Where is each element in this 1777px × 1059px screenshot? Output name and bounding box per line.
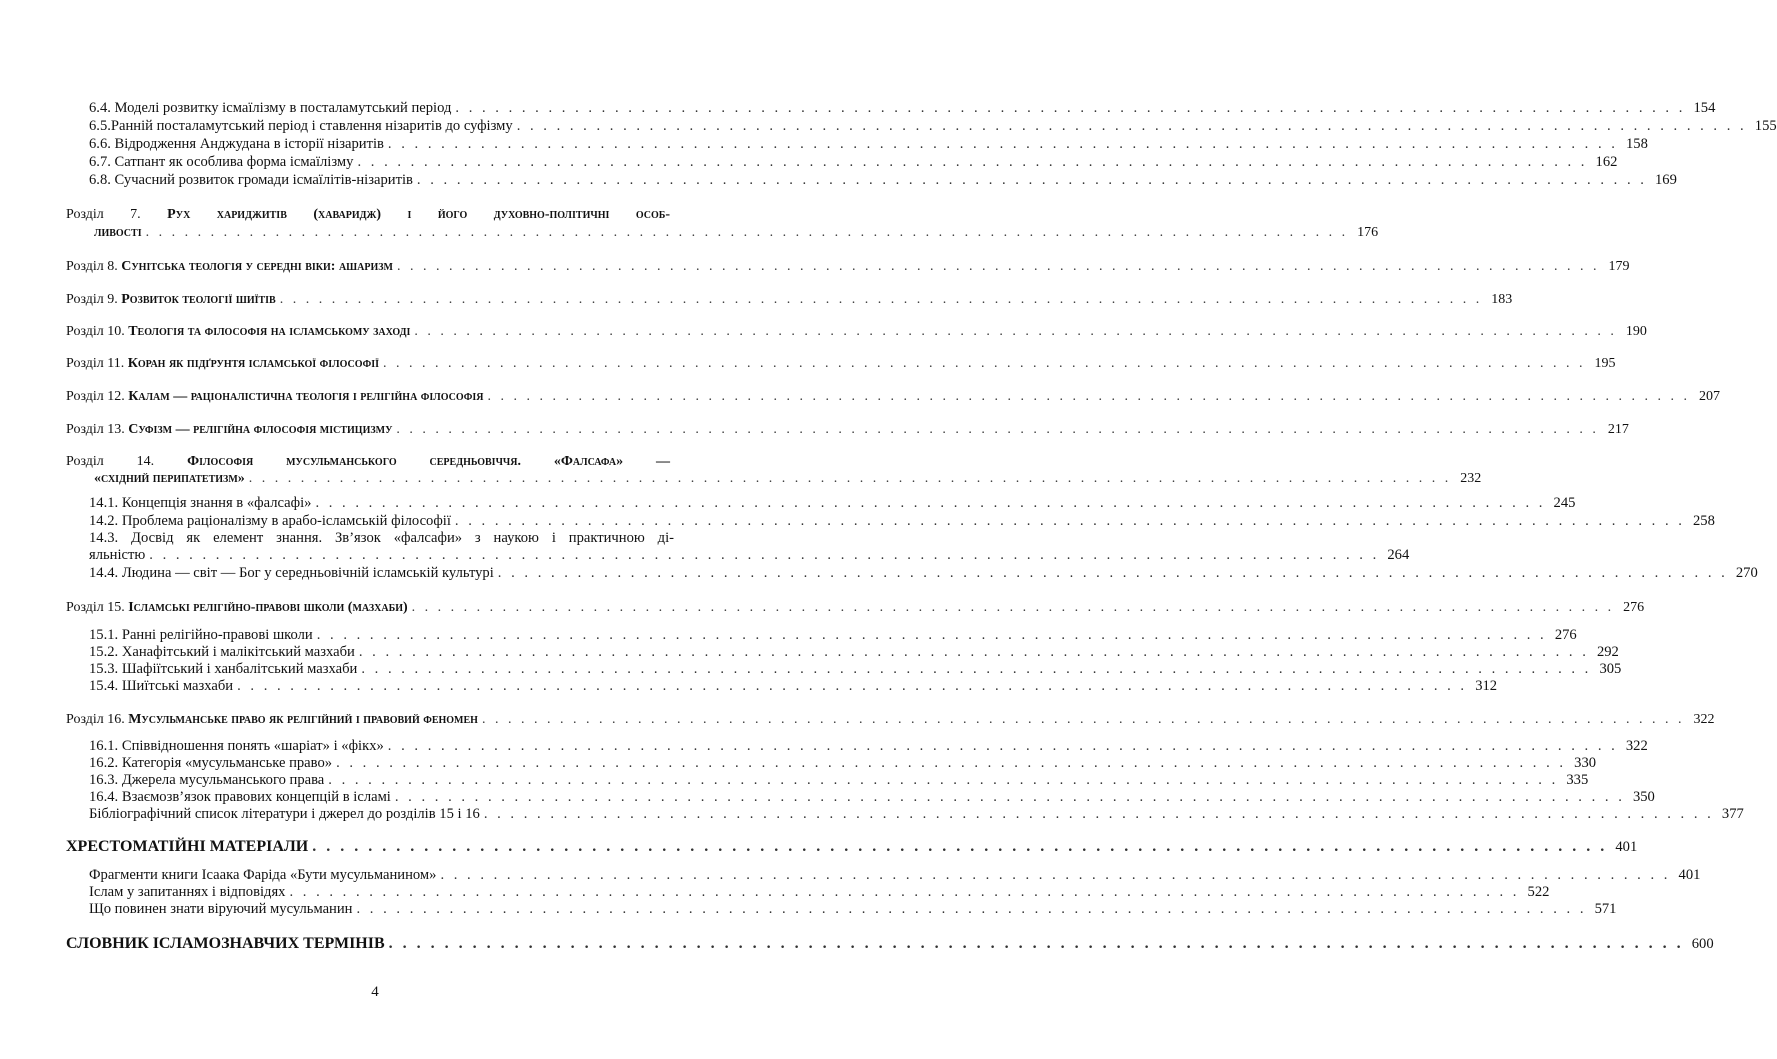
- dot-leader: . . . . . . . . . . . . . . . . . . . . . . . . . . . . . . . . . . . . . . . . . . . . . . . . . . . . . . . . . . . . . . . . . . . . . . . . . . . . . . . . . . . . . . . . . . . . .: [414, 324, 1617, 339]
- dot-leader: . . . . . . . . . . . . . . . . . . . . . . . . . . . . . . . . . . . . . . . . . . . . . . . . . . . . . . . . . . . . . . . . . . . . . . . . . . . . . . . . . . . . . . . . . . . . .: [336, 755, 1567, 771]
- dot-leader: . . . . . . . . . . . . . . . . . . . . . . . . . . . . . . . . . . . . . . . . . . . . . . . . . . . . . . . . . . . . . . . . . . . . . . . . . . . . . . . . . . . . . . . . . . . . .: [396, 259, 1600, 274]
- dot-leader: . . . . . . . . . . . . . . . . . . . . . . . . . . . . . . . . . . . . . . . . . . . . . . . . . . . . . . . . . . . . . . . . . . . . . . . . . . . . . . . . . . . . . . . . . . . . .: [316, 627, 1547, 643]
- toc-chapter-14-line1[interactable]: [66, 453, 670, 470]
- toc-page-number: 258: [1693, 513, 1715, 529]
- dot-leader: . . . . . . . . . . . . . . . . . . . . . . . . . . . . . . . . . . . . . . . . . . . . . . . . . . . . . . . . . . . . . . . . . . . . . . . . . . . . . . . . . . . . . . . . . . . . .: [481, 712, 1685, 727]
- toc-title: 16.4. Взаємозв’язок правових концепцій в ісламі: [89, 789, 391, 805]
- toc-title-continued: яльністю: [89, 547, 146, 563]
- dot-leader: . . . . . . . . . . . . . . . . . . . . . . . . . . . . . . . . . . . . . . . . . . . . . . . . . . . . . . . . . . . . . . . . . . . . . . . . . . . . . . . . . . . . . . . . . . . . .: [516, 118, 1747, 134]
- toc-entry-14-3-line1[interactable]: 14.3. Досвід як елемент знання. Зв’язок «фалсафи» з наукою і практичною ді-: [89, 530, 674, 546]
- toc-entry-reader-3[interactable]: [0, 901, 1617, 918]
- toc-page-number: 154: [1693, 100, 1716, 116]
- toc-title: Бібліографічний список літератури і джерел до розділів 15 і 16: [89, 806, 480, 822]
- toc-page-number: 335: [1566, 772, 1589, 788]
- toc-entry-16-1[interactable]: [0, 738, 1648, 755]
- dot-leader: . . . . . . . . . . . . . . . . . . . . . . . . . . . . . . . . . . . . . . . . . . . . . . . . . . . . . . . . . . . . . . . . . . . . . . . . . . . . . . . . . . . . . . . . . . . . .: [382, 356, 1586, 371]
- toc-page-number: 322: [1625, 738, 1648, 754]
- chapter-name: Суфізм — релігійна філософія містицизму: [128, 422, 393, 437]
- chapter-prefix: Розділ 9.: [66, 292, 118, 307]
- toc-title: Іслам у запитаннях і відповідях: [89, 884, 286, 900]
- dot-leader: . . . . . . . . . . . . . . . . . . . . . . . . . . . . . . . . . . . . . . . . . . . . . . . . . . . . . . . . . . . . . . . . . . . . . . . . . . . . . . . . . . . . . . . . . . . . .: [483, 806, 1714, 822]
- chapter-name-continued: «східний перипатетизм»: [94, 471, 245, 486]
- dot-leader: . . . . . . . . . . . . . . . . . . . . . . . . . . . . . . . . . . . . . . . . . . . . . . . . . . . . . . . . . . . . . . . . . . . . . . . . . . . . . . . . . . . . . . . . . . . . .: [145, 225, 1349, 240]
- chapter-name: Калам — раціоналістична теологія і релігійна філософія: [128, 389, 484, 404]
- toc-page-number: 522: [1527, 884, 1550, 900]
- toc-entry-6-8[interactable]: [0, 172, 1677, 189]
- toc-title: 15.4. Шиїтські мазхаби: [89, 678, 234, 694]
- dot-leader: . . . . . . . . . . . . . . . . . . . . . . . . . . . . . . . . . . . . . . . . . . . . . . . . . . . . . . . . . . . . . . . . . . . . . . . . . . . . . . . . . . . . . . . . . . . . .: [388, 935, 1684, 952]
- toc-page-number: 312: [1475, 678, 1498, 694]
- dot-leader: . . . . . . . . . . . . . . . . . . . . . . . . . . . . . . . . . . . . . . . . . . . . . . . . . . . . . . . . . . . . . . . . . . . . . . . . . . . . . . . . . . . . . . . . . . . . .: [312, 838, 1608, 855]
- toc-title: Що повинен знати віруючий мусульманин: [89, 901, 353, 917]
- dot-leader: . . . . . . . . . . . . . . . . . . . . . . . . . . . . . . . . . . . . . . . . . . . . . . . . . . . . . . . . . . . . . . . . . . . . . . . . . . . . . . . . . . . . . . . . . . . . .: [411, 600, 1615, 615]
- toc-chapter-8[interactable]: [0, 258, 1630, 275]
- dot-leader: . . . . . . . . . . . . . . . . . . . . . . . . . . . . . . . . . . . . . . . . . . . . . . . . . . . . . . . . . . . . . . . . . . . . . . . . . . . . . . . . . . . . . . . . . . . . .: [440, 867, 1671, 883]
- toc-chapter-7-line1[interactable]: [66, 206, 670, 223]
- toc-entry-16-3[interactable]: [0, 772, 1589, 789]
- toc-entry-14-2[interactable]: [0, 513, 1715, 530]
- toc-chapter-11[interactable]: [0, 355, 1616, 372]
- toc-page-number: 207: [1698, 389, 1720, 404]
- toc-page-number: 571: [1594, 901, 1617, 917]
- dot-leader: . . . . . . . . . . . . . . . . . . . . . . . . . . . . . . . . . . . . . . . . . . . . . . . . . . . . . . . . . . . . . . . . . . . . . . . . . . . . . . . . . . . . . . . . . . . . .: [149, 547, 1380, 563]
- toc-page-number: 195: [1594, 356, 1616, 371]
- toc-page-number: 183: [1491, 292, 1513, 307]
- toc-page-number: 264: [1387, 547, 1410, 563]
- chapter-name: Розвиток теології шиїтів: [121, 292, 276, 307]
- toc-entry-16-bibliography[interactable]: [0, 806, 1744, 823]
- toc-page-number: 169: [1655, 172, 1677, 188]
- toc-entry-reader-2[interactable]: [0, 884, 1550, 901]
- toc-title: 6.8. Сучасний розвиток громади ісмаїлітів-нізаритів: [89, 172, 413, 188]
- chapter-name: Сунітська теологія у середні віки: ашаризм: [121, 259, 393, 274]
- chapter-name: Ісламські релігійно-правові школи (мазхаби): [128, 600, 408, 615]
- toc-title: 6.4. Моделі розвитку ісмаїлізму в посталамутський період: [89, 100, 452, 116]
- toc-chapter-7-line2[interactable]: [0, 224, 1379, 241]
- toc-page-number: 401: [1615, 839, 1638, 855]
- toc-page-number: 322: [1693, 712, 1715, 727]
- toc-page-number: 276: [1554, 627, 1577, 643]
- toc-entry-15-1[interactable]: [0, 627, 1577, 644]
- toc-page-number: 179: [1608, 259, 1630, 274]
- toc-page-number: 600: [1691, 936, 1714, 952]
- toc-chapter-14-line2[interactable]: [0, 470, 1482, 487]
- toc-page-number: 190: [1625, 324, 1647, 339]
- dot-leader: . . . . . . . . . . . . . . . . . . . . . . . . . . . . . . . . . . . . . . . . . . . . . . . . . . . . . . . . . . . . . . . . . . . . . . . . . . . . . . . . . . . . . . . . . . . . .: [356, 901, 1587, 917]
- dot-leader: . . . . . . . . . . . . . . . . . . . . . . . . . . . . . . . . . . . . . . . . . . . . . . . . . . . . . . . . . . . . . . . . . . . . . . . . . . . . . . . . . . . . . . . . . . . . .: [357, 154, 1588, 170]
- toc-title: 14.1. Концепція знання в «фалсафі»: [89, 495, 312, 511]
- toc-chapter-13[interactable]: [0, 421, 1629, 438]
- dot-leader: . . . . . . . . . . . . . . . . . . . . . . . . . . . . . . . . . . . . . . . . . . . . . . . . . . . . . . . . . . . . . . . . . . . . . . . . . . . . . . . . . . . . . . . . . . . . .: [454, 513, 1685, 529]
- toc-entry-15-4[interactable]: [0, 678, 1498, 695]
- toc-glossary[interactable]: [0, 935, 1714, 953]
- toc-page-number: 162: [1595, 154, 1618, 170]
- chapter-prefix: Розділ 11.: [66, 356, 125, 371]
- dot-leader: . . . . . . . . . . . . . . . . . . . . . . . . . . . . . . . . . . . . . . . . . . . . . . . . . . . . . . . . . . . . . . . . . . . . . . . . . . . . . . . . . . . . . . . . . . . . .: [289, 884, 1520, 900]
- chapter-prefix: Розділ 15.: [66, 600, 125, 615]
- toc-title: 16.3. Джерела мусульманського права: [89, 772, 325, 788]
- toc-page-number: 330: [1574, 755, 1597, 771]
- toc-chapter-9[interactable]: [0, 291, 1513, 308]
- toc-page-number: 377: [1721, 806, 1744, 822]
- dot-leader: . . . . . . . . . . . . . . . . . . . . . . . . . . . . . . . . . . . . . . . . . . . . . . . . . . . . . . . . . . . . . . . . . . . . . . . . . . . . . . . . . . . . . . . . . . . . .: [416, 172, 1647, 188]
- toc-entry-6-4[interactable]: [0, 100, 1716, 117]
- dot-leader: . . . . . . . . . . . . . . . . . . . . . . . . . . . . . . . . . . . . . . . . . . . . . . . . . . . . . . . . . . . . . . . . . . . . . . . . . . . . . . . . . . . . . . . . . . . . .: [279, 292, 1483, 307]
- chapter-prefix: Розділ 14.: [66, 454, 155, 469]
- chapter-prefix: Розділ 8.: [66, 259, 118, 274]
- chapter-name: Теологія та філософія на ісламському заході: [128, 324, 411, 339]
- toc-page-number: 401: [1678, 867, 1701, 883]
- toc-chapter-16[interactable]: [0, 711, 1715, 728]
- dot-leader: . . . . . . . . . . . . . . . . . . . . . . . . . . . . . . . . . . . . . . . . . . . . . . . . . . . . . . . . . . . . . . . . . . . . . . . . . . . . . . . . . . . . . . . . . . . . .: [315, 495, 1546, 511]
- toc-title: 16.2. Категорія «мусульманське право»: [89, 755, 333, 771]
- toc-entry-14-1[interactable]: [0, 495, 1576, 512]
- page-number: 4: [371, 984, 379, 1000]
- toc-page-number: 245: [1553, 495, 1576, 511]
- toc-page-number: 176: [1357, 225, 1379, 240]
- chapter-prefix: Розділ 16.: [66, 712, 125, 727]
- toc-entry-15-3[interactable]: [0, 661, 1622, 678]
- toc-title: 15.1. Ранні релігійно-правові школи: [89, 627, 313, 643]
- dot-leader: . . . . . . . . . . . . . . . . . . . . . . . . . . . . . . . . . . . . . . . . . . . . . . . . . . . . . . . . . . . . . . . . . . . . . . . . . . . . . . . . . . . . . . . . . . . . .: [248, 471, 1452, 486]
- toc-major-title: СЛОВНИК ІСЛАМОЗНАВЧИХ ТЕРМІНІВ: [66, 935, 385, 952]
- dot-leader: . . . . . . . . . . . . . . . . . . . . . . . . . . . . . . . . . . . . . . . . . . . . . . . . . . . . . . . . . . . . . . . . . . . . . . . . . . . . . . . . . . . . . . . . . . . . .: [455, 100, 1686, 116]
- chapter-name: Мусульманське право як релігійний і правовий феномен: [128, 712, 478, 727]
- toc-major-title: ХРЕСТОМАТІЙНІ МАТЕРІАЛИ: [66, 838, 309, 855]
- toc-chapter-15[interactable]: [0, 599, 1645, 616]
- toc-entry-6-5[interactable]: [0, 118, 1777, 135]
- chapter-name-continued: ливості: [94, 225, 142, 240]
- dot-leader: . . . . . . . . . . . . . . . . . . . . . . . . . . . . . . . . . . . . . . . . . . . . . . . . . . . . . . . . . . . . . . . . . . . . . . . . . . . . . . . . . . . . . . . . . . . . .: [361, 661, 1592, 677]
- toc-title: 15.2. Ханафітський і малікітський мазхаби: [89, 644, 355, 660]
- chapter-prefix: Розділ 12.: [66, 389, 125, 404]
- chapter-name: Коран як підґрунтя ісламської філософії: [127, 356, 379, 371]
- toc-chapter-10[interactable]: [0, 323, 1647, 340]
- dot-leader: . . . . . . . . . . . . . . . . . . . . . . . . . . . . . . . . . . . . . . . . . . . . . . . . . . . . . . . . . . . . . . . . . . . . . . . . . . . . . . . . . . . . . . . . . . . . .: [387, 136, 1618, 152]
- toc-entry-16-2[interactable]: [0, 755, 1597, 772]
- toc-reader-materials[interactable]: [0, 838, 1638, 856]
- dot-leader: . . . . . . . . . . . . . . . . . . . . . . . . . . . . . . . . . . . . . . . . . . . . . . . . . . . . . . . . . . . . . . . . . . . . . . . . . . . . . . . . . . . . . . . . . . . . .: [237, 678, 1468, 694]
- dot-leader: . . . . . . . . . . . . . . . . . . . . . . . . . . . . . . . . . . . . . . . . . . . . . . . . . . . . . . . . . . . . . . . . . . . . . . . . . . . . . . . . . . . . . . . . . . . . .: [358, 644, 1589, 660]
- toc-chapter-12[interactable]: [0, 388, 1720, 405]
- toc-entry-6-7[interactable]: [0, 154, 1618, 171]
- dot-leader: . . . . . . . . . . . . . . . . . . . . . . . . . . . . . . . . . . . . . . . . . . . . . . . . . . . . . . . . . . . . . . . . . . . . . . . . . . . . . . . . . . . . . . . . . . . . .: [396, 422, 1599, 437]
- dot-leader: . . . . . . . . . . . . . . . . . . . . . . . . . . . . . . . . . . . . . . . . . . . . . . . . . . . . . . . . . . . . . . . . . . . . . . . . . . . . . . . . . . . . . . . . . . . . .: [487, 389, 1690, 404]
- chapter-name: Філософія мусульманського середньовіччя. «Фалсафа» —: [187, 454, 671, 469]
- toc-page-number: 276: [1623, 600, 1645, 615]
- chapter-prefix: Розділ 10.: [66, 324, 125, 339]
- toc-page-number: 158: [1626, 136, 1648, 152]
- toc-page-number: 270: [1735, 565, 1758, 581]
- toc-title: Фрагменти книги Ісаака Фаріда «Бути мусульманином»: [89, 867, 437, 883]
- toc-entry-16-4[interactable]: [0, 789, 1655, 806]
- toc-entry-reader-1[interactable]: [0, 867, 1701, 884]
- toc-page-number: 217: [1607, 422, 1629, 437]
- toc-title: 6.5.Ранній посталамутський період і ставлення нізаритів до суфізму: [89, 118, 513, 134]
- chapter-name: Рух хариджитів (хаваридж) і його духовно-політичні особ-: [167, 207, 671, 222]
- toc-title: 15.3. Шафіїтський і ханбалітський мазхаби: [89, 661, 358, 677]
- dot-leader: . . . . . . . . . . . . . . . . . . . . . . . . . . . . . . . . . . . . . . . . . . . . . . . . . . . . . . . . . . . . . . . . . . . . . . . . . . . . . . . . . . . . . . . . . . . . .: [328, 772, 1559, 788]
- toc-title: 16.1. Співвідношення понять «шаріат» і «фікх»: [89, 738, 384, 754]
- toc-title: 6.6. Відродження Анджудана в історії нізаритів: [89, 136, 384, 152]
- chapter-prefix: Розділ 13.: [66, 422, 125, 437]
- dot-leader: . . . . . . . . . . . . . . . . . . . . . . . . . . . . . . . . . . . . . . . . . . . . . . . . . . . . . . . . . . . . . . . . . . . . . . . . . . . . . . . . . . . . . . . . . . . . .: [497, 565, 1728, 581]
- toc-title: 6.7. Сатпант як особлива форма ісмаїлізму: [89, 154, 354, 170]
- toc-title: 14.4. Людина — світ — Бог у середньовічній ісламській культурі: [89, 565, 494, 581]
- toc-page-number: 305: [1599, 661, 1622, 677]
- chapter-prefix: Розділ 7.: [66, 207, 141, 222]
- toc-page-number: 155: [1754, 118, 1777, 134]
- dot-leader: . . . . . . . . . . . . . . . . . . . . . . . . . . . . . . . . . . . . . . . . . . . . . . . . . . . . . . . . . . . . . . . . . . . . . . . . . . . . . . . . . . . . . . . . . . . . .: [394, 789, 1625, 805]
- dot-leader: . . . . . . . . . . . . . . . . . . . . . . . . . . . . . . . . . . . . . . . . . . . . . . . . . . . . . . . . . . . . . . . . . . . . . . . . . . . . . . . . . . . . . . . . . . . . .: [387, 738, 1618, 754]
- toc-page-number: 350: [1632, 789, 1655, 805]
- toc-entry-14-4[interactable]: [0, 565, 1758, 582]
- toc-page-number: 232: [1460, 471, 1482, 486]
- toc-entry-14-3-line2[interactable]: [0, 547, 1410, 564]
- toc-title: 14.2. Проблема раціоналізму в арабо-ісламській філософії: [89, 513, 451, 529]
- toc-entry-6-6[interactable]: [0, 136, 1648, 153]
- toc-entry-15-2[interactable]: [0, 644, 1619, 661]
- toc-page-number: 292: [1596, 644, 1619, 660]
